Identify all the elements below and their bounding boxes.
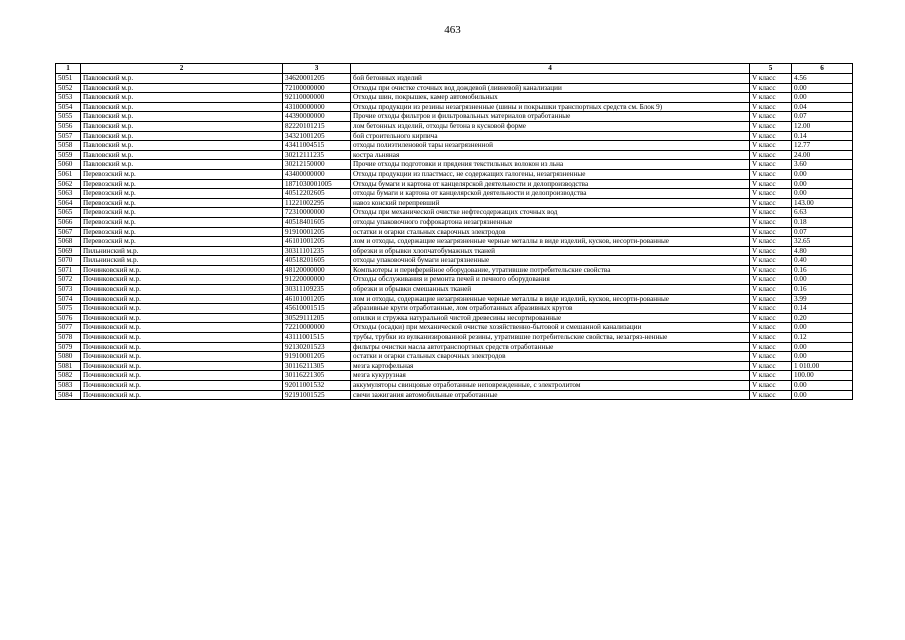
waste-name-cell: Отходы при механической очистке нефтесодержащих сточных вод bbox=[351, 208, 750, 218]
district-cell: Починковский м.р. bbox=[81, 313, 283, 323]
waste-name-cell: Прочие отходы подготовки и прядения текстильных волокон из льна bbox=[351, 160, 750, 170]
row-number-cell: 5083 bbox=[56, 381, 81, 391]
hazard-class-cell: V класс bbox=[750, 342, 792, 352]
waste-code-cell: 43411004515 bbox=[283, 141, 351, 151]
hazard-class-cell: V класс bbox=[750, 169, 792, 179]
hazard-class-cell: V класс bbox=[750, 121, 792, 131]
quantity-cell: 0.00 bbox=[792, 169, 853, 179]
waste-name-cell: лом и отходы, содержащие незагрязненные черные металлы в виде изделий, кусков, несорти-рованные bbox=[351, 237, 750, 247]
quantity-cell: 0.16 bbox=[792, 285, 853, 295]
hazard-class-cell: V класс bbox=[750, 160, 792, 170]
waste-code-cell: 92191001525 bbox=[283, 390, 351, 400]
row-number-cell: 5068 bbox=[56, 237, 81, 247]
row-number-cell: 5069 bbox=[56, 246, 81, 256]
quantity-cell: 0.07 bbox=[792, 112, 853, 122]
quantity-cell: 0.40 bbox=[792, 256, 853, 266]
row-number-cell: 5055 bbox=[56, 112, 81, 122]
hazard-class-cell: V класс bbox=[750, 361, 792, 371]
hazard-class-cell: V класс bbox=[750, 189, 792, 199]
row-number-cell: 5072 bbox=[56, 275, 81, 285]
row-number-cell: 5066 bbox=[56, 217, 81, 227]
waste-name-cell: Отходы шин, покрышек, камер автомобильных bbox=[351, 93, 750, 103]
waste-code-cell: 40512202605 bbox=[283, 189, 351, 199]
district-cell: Павловский м.р. bbox=[81, 74, 283, 84]
waste-name-cell: остатки и огарки стальных сварочных электродов bbox=[351, 227, 750, 237]
hazard-class-cell: V класс bbox=[750, 74, 792, 84]
district-cell: Починковский м.р. bbox=[81, 342, 283, 352]
hazard-class-cell: V класс bbox=[750, 390, 792, 400]
row-number-cell: 5063 bbox=[56, 189, 81, 199]
waste-name-cell: Отходы обслуживания и ремонта печей и печного оборудования bbox=[351, 275, 750, 285]
hazard-class-cell: V класс bbox=[750, 217, 792, 227]
table-row bbox=[56, 179, 853, 189]
hazard-class-cell: V класс bbox=[750, 141, 792, 151]
row-number-cell: 5078 bbox=[56, 333, 81, 343]
header-col-5: 5 bbox=[750, 64, 792, 74]
waste-code-cell: 30529111205 bbox=[283, 313, 351, 323]
quantity-cell: 0.04 bbox=[792, 102, 853, 112]
waste-code-cell: 30212111235 bbox=[283, 150, 351, 160]
waste-code-cell: 82220101215 bbox=[283, 121, 351, 131]
hazard-class-cell: V класс bbox=[750, 256, 792, 266]
quantity-cell: 0.00 bbox=[792, 275, 853, 285]
table-row bbox=[56, 304, 853, 314]
waste-code-cell: 72310000000 bbox=[283, 208, 351, 218]
hazard-class-cell: V класс bbox=[750, 371, 792, 381]
waste-name-cell: бой бетонных изделий bbox=[351, 74, 750, 84]
table-row bbox=[56, 323, 853, 333]
quantity-cell: 0.00 bbox=[792, 352, 853, 362]
district-cell: Павловский м.р. bbox=[81, 131, 283, 141]
quantity-cell: 143.00 bbox=[792, 198, 853, 208]
quantity-cell: 12.77 bbox=[792, 141, 853, 151]
row-number-cell: 5082 bbox=[56, 371, 81, 381]
waste-code-cell: 72100000000 bbox=[283, 83, 351, 93]
quantity-cell: 0.16 bbox=[792, 265, 853, 275]
row-number-cell: 5079 bbox=[56, 342, 81, 352]
row-number-cell: 5057 bbox=[56, 131, 81, 141]
table-row bbox=[56, 131, 853, 141]
waste-code-cell: 72210000000 bbox=[283, 323, 351, 333]
table-row bbox=[56, 83, 853, 93]
waste-code-cell: 34321001205 bbox=[283, 131, 351, 141]
table-row bbox=[56, 150, 853, 160]
table-row bbox=[56, 227, 853, 237]
table-row bbox=[56, 169, 853, 179]
quantity-cell: 3.99 bbox=[792, 294, 853, 304]
hazard-class-cell: V класс bbox=[750, 237, 792, 247]
table-row bbox=[56, 390, 853, 400]
row-number-cell: 5076 bbox=[56, 313, 81, 323]
hazard-class-cell: V класс bbox=[750, 313, 792, 323]
district-cell: Перевозский м.р. bbox=[81, 208, 283, 218]
district-cell: Починковский м.р. bbox=[81, 265, 283, 275]
waste-name-cell: опилки и стружка натуральной чистой древесины несортированные bbox=[351, 313, 750, 323]
waste-code-cell: 45610001515 bbox=[283, 304, 351, 314]
quantity-cell: 6.63 bbox=[792, 208, 853, 218]
table-row bbox=[56, 381, 853, 391]
row-number-cell: 5060 bbox=[56, 160, 81, 170]
quantity-cell: 0.14 bbox=[792, 131, 853, 141]
district-cell: Перевозский м.р. bbox=[81, 198, 283, 208]
district-cell: Павловский м.р. bbox=[81, 93, 283, 103]
quantity-cell: 0.00 bbox=[792, 381, 853, 391]
quantity-cell: 0.00 bbox=[792, 323, 853, 333]
table-header-row bbox=[56, 64, 853, 74]
row-number-cell: 5075 bbox=[56, 304, 81, 314]
waste-code-cell: 43100000000 bbox=[283, 102, 351, 112]
table-row bbox=[56, 121, 853, 131]
table-row bbox=[56, 208, 853, 218]
table-row bbox=[56, 313, 853, 323]
waste-code-cell: 91220000000 bbox=[283, 275, 351, 285]
waste-name-cell: Отходы при очистке сточных вод дождевой (ливневой) канализации bbox=[351, 83, 750, 93]
waste-name-cell: Отходы (осадки) при механической очистке хозяйственно-бытовой и смешанной канализации bbox=[351, 323, 750, 333]
quantity-cell: 0.12 bbox=[792, 333, 853, 343]
waste-code-cell: 43400000000 bbox=[283, 169, 351, 179]
table-row bbox=[56, 112, 853, 122]
table-row bbox=[56, 371, 853, 381]
waste-name-cell: Компьютеры и периферийное оборудование, утратившие потребительские свойства bbox=[351, 265, 750, 275]
waste-code-cell: 43111001515 bbox=[283, 333, 351, 343]
waste-code-cell: 30116221305 bbox=[283, 371, 351, 381]
district-cell: Перевозский м.р. bbox=[81, 217, 283, 227]
hazard-class-cell: V класс bbox=[750, 285, 792, 295]
header-col-3: 3 bbox=[283, 64, 351, 74]
row-number-cell: 5071 bbox=[56, 265, 81, 275]
waste-name-cell: отходы упаковочной бумаги незагрязненные bbox=[351, 256, 750, 266]
row-number-cell: 5056 bbox=[56, 121, 81, 131]
row-number-cell: 5070 bbox=[56, 256, 81, 266]
hazard-class-cell: V класс bbox=[750, 93, 792, 103]
waste-code-cell: 40518201605 bbox=[283, 256, 351, 266]
waste-name-cell: фильтры очистки масла автотранспортных средств отработанные bbox=[351, 342, 750, 352]
district-cell: Перевозский м.р. bbox=[81, 237, 283, 247]
quantity-cell: 0.00 bbox=[792, 342, 853, 352]
waste-name-cell: мезга кукурузная bbox=[351, 371, 750, 381]
waste-code-cell: 34620001205 bbox=[283, 74, 351, 84]
row-number-cell: 5077 bbox=[56, 323, 81, 333]
waste-name-cell: остатки и огарки стальных сварочных электродов bbox=[351, 352, 750, 362]
row-number-cell: 5059 bbox=[56, 150, 81, 160]
quantity-cell: 100.00 bbox=[792, 371, 853, 381]
hazard-class-cell: V класс bbox=[750, 246, 792, 256]
waste-name-cell: абразивные круги отработанные, лом отработанных абразивных кругов bbox=[351, 304, 750, 314]
hazard-class-cell: V класс bbox=[750, 83, 792, 93]
waste-name-cell: Отходы продукции из резины незагрязненные (шины и покрышки транспортных средств см. Блок 9) bbox=[351, 102, 750, 112]
row-number-cell: 5065 bbox=[56, 208, 81, 218]
waste-name-cell: обрезки и обрывки смешанных тканей bbox=[351, 285, 750, 295]
hazard-class-cell: V класс bbox=[750, 112, 792, 122]
district-cell: Починковский м.р. bbox=[81, 390, 283, 400]
row-number-cell: 5052 bbox=[56, 83, 81, 93]
table-row bbox=[56, 141, 853, 151]
district-cell: Перевозский м.р. bbox=[81, 189, 283, 199]
district-cell: Павловский м.р. bbox=[81, 102, 283, 112]
quantity-cell: 0.00 bbox=[792, 390, 853, 400]
district-cell: Павловский м.р. bbox=[81, 121, 283, 131]
hazard-class-cell: V класс bbox=[750, 150, 792, 160]
waste-code-cell: 46101001205 bbox=[283, 294, 351, 304]
waste-code-cell: 30212150000 bbox=[283, 160, 351, 170]
row-number-cell: 5062 bbox=[56, 179, 81, 189]
quantity-cell: 4.56 bbox=[792, 74, 853, 84]
page-number: 463 bbox=[444, 24, 461, 36]
quantity-cell: 24.00 bbox=[792, 150, 853, 160]
hazard-class-cell: V класс bbox=[750, 179, 792, 189]
waste-code-cell: 91910001205 bbox=[283, 227, 351, 237]
waste-name-cell: мезга картофельная bbox=[351, 361, 750, 371]
waste-code-cell: 44390000000 bbox=[283, 112, 351, 122]
row-number-cell: 5067 bbox=[56, 227, 81, 237]
quantity-cell: 0.00 bbox=[792, 189, 853, 199]
waste-name-cell: бой строительного кирпича bbox=[351, 131, 750, 141]
district-cell: Починковский м.р. bbox=[81, 361, 283, 371]
hazard-class-cell: V класс bbox=[750, 333, 792, 343]
table-row bbox=[56, 333, 853, 343]
district-cell: Починковский м.р. bbox=[81, 275, 283, 285]
waste-code-cell: 30116211305 bbox=[283, 361, 351, 371]
hazard-class-cell: V класс bbox=[750, 381, 792, 391]
quantity-cell: 0.00 bbox=[792, 93, 853, 103]
hazard-class-cell: V класс bbox=[750, 294, 792, 304]
waste-code-cell: 48120000000 bbox=[283, 265, 351, 275]
row-number-cell: 5084 bbox=[56, 390, 81, 400]
waste-code-cell: 30311109235 bbox=[283, 285, 351, 295]
row-number-cell: 5053 bbox=[56, 93, 81, 103]
waste-name-cell: Прочие отходы фильтров и фильтровальных материалов отработанные bbox=[351, 112, 750, 122]
hazard-class-cell: V класс bbox=[750, 198, 792, 208]
row-number-cell: 5081 bbox=[56, 361, 81, 371]
waste-name-cell: лом и отходы, содержащие незагрязненные черные металлы в виде изделий, кусков, несорти-рованные bbox=[351, 294, 750, 304]
waste-name-cell: отходы упаковочного гофрокартона незагрязненные bbox=[351, 217, 750, 227]
district-cell: Починковский м.р. bbox=[81, 294, 283, 304]
table-row bbox=[56, 160, 853, 170]
row-number-cell: 5073 bbox=[56, 285, 81, 295]
table-row bbox=[56, 352, 853, 362]
row-number-cell: 5058 bbox=[56, 141, 81, 151]
header-col-2: 2 bbox=[81, 64, 283, 74]
quantity-cell: 0.14 bbox=[792, 304, 853, 314]
header-col-4: 4 bbox=[351, 64, 750, 74]
hazard-class-cell: V класс bbox=[750, 352, 792, 362]
waste-name-cell: обрезки и обрывки хлопчатобумажных тканей bbox=[351, 246, 750, 256]
waste-code-cell: 92110000000 bbox=[283, 93, 351, 103]
table-row bbox=[56, 93, 853, 103]
district-cell: Пильнинский м.р. bbox=[81, 256, 283, 266]
district-cell: Павловский м.р. bbox=[81, 112, 283, 122]
waste-name-cell: Отходы бумаги и картона от канцелярской деятельности и делопроизводства bbox=[351, 179, 750, 189]
row-number-cell: 5054 bbox=[56, 102, 81, 112]
quantity-cell: 4.80 bbox=[792, 246, 853, 256]
quantity-cell: 1 010.00 bbox=[792, 361, 853, 371]
waste-name-cell: аккумуляторы свинцовые отработанные неповрежденные, с электролитом bbox=[351, 381, 750, 391]
district-cell: Починковский м.р. bbox=[81, 352, 283, 362]
district-cell: Павловский м.р. bbox=[81, 160, 283, 170]
waste-code-cell: 46101001205 bbox=[283, 237, 351, 247]
waste-name-cell: лом бетонных изделий, отходы бетона в кусковой форме bbox=[351, 121, 750, 131]
table-row bbox=[56, 294, 853, 304]
table-body bbox=[56, 74, 853, 400]
quantity-cell: 0.00 bbox=[792, 83, 853, 93]
header-col-6: 6 bbox=[792, 64, 853, 74]
table-row bbox=[56, 342, 853, 352]
district-cell: Починковский м.р. bbox=[81, 285, 283, 295]
table-row bbox=[56, 361, 853, 371]
hazard-class-cell: V класс bbox=[750, 227, 792, 237]
table-row bbox=[56, 265, 853, 275]
table-row bbox=[56, 275, 853, 285]
hazard-class-cell: V класс bbox=[750, 304, 792, 314]
waste-code-cell: 92130201523 bbox=[283, 342, 351, 352]
waste-name-cell: костра льняная bbox=[351, 150, 750, 160]
table-row bbox=[56, 246, 853, 256]
district-cell: Пильнинский м.р. bbox=[81, 246, 283, 256]
waste-name-cell: отходы полиэтиленовой тары незагрязненной bbox=[351, 141, 750, 151]
table-row bbox=[56, 198, 853, 208]
quantity-cell: 0.20 bbox=[792, 313, 853, 323]
table-row bbox=[56, 189, 853, 199]
header-col-1: 1 bbox=[56, 64, 81, 74]
district-cell: Починковский м.р. bbox=[81, 304, 283, 314]
waste-code-cell: 40518401605 bbox=[283, 217, 351, 227]
waste-code-cell: 30311101235 bbox=[283, 246, 351, 256]
waste-code-cell: 91910001205 bbox=[283, 352, 351, 362]
hazard-class-cell: V класс bbox=[750, 208, 792, 218]
quantity-cell: 3.60 bbox=[792, 160, 853, 170]
quantity-cell: 0.18 bbox=[792, 217, 853, 227]
waste-code-cell: 11221002295 bbox=[283, 198, 351, 208]
row-number-cell: 5051 bbox=[56, 74, 81, 84]
hazard-class-cell: V класс bbox=[750, 265, 792, 275]
waste-code-cell: 92011001532 bbox=[283, 381, 351, 391]
row-number-cell: 5080 bbox=[56, 352, 81, 362]
district-cell: Починковский м.р. bbox=[81, 323, 283, 333]
district-cell: Починковский м.р. bbox=[81, 333, 283, 343]
quantity-cell: 0.00 bbox=[792, 179, 853, 189]
waste-code-cell: 1871030001005 bbox=[283, 179, 351, 189]
table-row bbox=[56, 217, 853, 227]
table-row bbox=[56, 285, 853, 295]
waste-name-cell: отходы бумаги и картона от канцелярской деятельности и делопроизводства bbox=[351, 189, 750, 199]
table-row bbox=[56, 74, 853, 84]
hazard-class-cell: V класс bbox=[750, 131, 792, 141]
hazard-class-cell: V класс bbox=[750, 323, 792, 333]
district-cell: Павловский м.р. bbox=[81, 141, 283, 151]
waste-register-table bbox=[55, 63, 853, 400]
quantity-cell: 0.07 bbox=[792, 227, 853, 237]
waste-name-cell: свечи зажигания автомобильные отработанные bbox=[351, 390, 750, 400]
hazard-class-cell: V класс bbox=[750, 102, 792, 112]
row-number-cell: 5061 bbox=[56, 169, 81, 179]
district-cell: Починковский м.р. bbox=[81, 381, 283, 391]
quantity-cell: 12.00 bbox=[792, 121, 853, 131]
district-cell: Перевозский м.р. bbox=[81, 169, 283, 179]
row-number-cell: 5074 bbox=[56, 294, 81, 304]
row-number-cell: 5064 bbox=[56, 198, 81, 208]
table-row bbox=[56, 102, 853, 112]
waste-name-cell: Отходы продукции из пластмасс, не содержащих галогены, незагрязненные bbox=[351, 169, 750, 179]
district-cell: Перевозский м.р. bbox=[81, 179, 283, 189]
district-cell: Павловский м.р. bbox=[81, 83, 283, 93]
district-cell: Починковский м.р. bbox=[81, 371, 283, 381]
hazard-class-cell: V класс bbox=[750, 275, 792, 285]
waste-name-cell: трубы, трубки из вулканизированной резины, утратившие потребительские свойства, незагряз-ненные bbox=[351, 333, 750, 343]
waste-name-cell: навоз конский перепревший bbox=[351, 198, 750, 208]
district-cell: Павловский м.р. bbox=[81, 150, 283, 160]
quantity-cell: 32.65 bbox=[792, 237, 853, 247]
district-cell: Перевозский м.р. bbox=[81, 227, 283, 237]
table-row bbox=[56, 256, 853, 266]
table-row bbox=[56, 237, 853, 247]
